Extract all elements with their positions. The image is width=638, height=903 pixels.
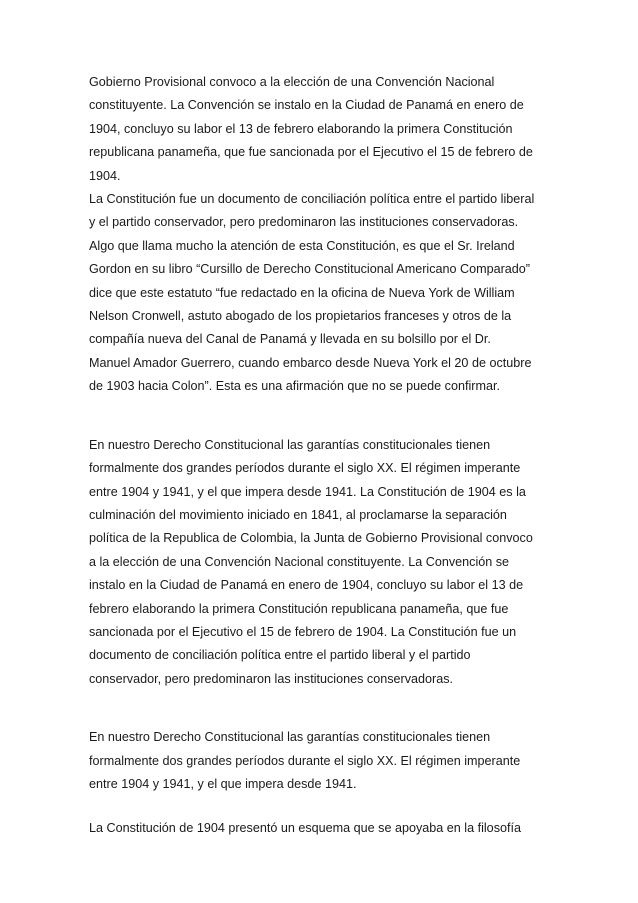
text-line: Nelson Cronwell, astuto abogado de los propietarios franceses y otros de la <box>89 309 512 324</box>
text-line: En nuestro Derecho Constitucional las garantías constitucionales tienen <box>89 437 491 452</box>
text-line: La Constitución de 1904 presentó un esquema que se apoyaba en la filosofía <box>89 821 521 836</box>
text-line: La Constitución fue un documento de conciliación política entre el partido liberal <box>89 192 535 207</box>
text-line: Gobierno Provisional convoco a la elección de una Convención Nacional <box>89 75 495 89</box>
text-line: Manuel Amador Guerrero, cuando embarco desde Nueva York el 20 de octubre <box>89 355 532 370</box>
text-line: republicana panameña, que fue sancionada por el Ejecutivo el 15 de febrero de <box>89 145 533 160</box>
text-line: a la elección de una Convención Nacional constituyente. La Convención se <box>89 554 510 569</box>
text-line: Algo que llama mucho la atención de esta Constitución, es que el Sr. Ireland <box>89 238 515 253</box>
text-line: entre 1904 y 1941, y el que impera desde 1941. La Constitución de 1904 es la <box>89 484 526 499</box>
text-line: 1904, concluyo su labor el 13 de febrero elaborando la primera Constitución <box>89 121 513 136</box>
text-line: febrero elaborando la primera Constitución republicana panameña, que fue <box>89 601 509 616</box>
text-line: documento de conciliación política entre el partido liberal y el partido <box>89 648 471 663</box>
text-line: 1904. <box>89 168 121 183</box>
text-line: constituyente. La Convención se instalo en la Ciudad de Panamá en enero de <box>89 98 524 113</box>
text-line: política de la Republica de Colombia, la Junta de Gobierno Provisional convoco <box>89 531 533 546</box>
paragraph-2 <box>89 434 551 691</box>
text-line: culminación del movimiento iniciado en 1841, al proclamarse la separación <box>89 507 507 522</box>
paragraph-spacer <box>89 691 551 726</box>
paragraph-spacer <box>89 796 551 817</box>
paragraph-spacer <box>89 399 551 434</box>
paragraph-3 <box>89 726 551 796</box>
text-line: Gordon en su libro “Cursillo de Derecho Constitucional Americano Comparado” <box>89 262 530 277</box>
text-line: formalmente dos grandes períodos durante el siglo XX. El régimen imperante <box>89 753 521 768</box>
text-line: y el partido conservador, pero predominaron las instituciones conservadoras. <box>89 215 519 230</box>
text-line: compañía nueva del Canal de Panamá y llevada en su bolsillo por el Dr. <box>89 332 491 347</box>
document-page <box>89 71 551 841</box>
text-line: En nuestro Derecho Constitucional las garantías constitucionales tienen <box>89 730 491 745</box>
text-line: formalmente dos grandes períodos durante el siglo XX. El régimen imperante <box>89 461 521 476</box>
paragraph-1 <box>89 71 551 399</box>
text-line: entre 1904 y 1941, y el que impera desde 1941. <box>89 776 357 791</box>
paragraph-4 <box>89 817 551 840</box>
text-line: de 1903 hacia Colon”. Esta es una afirmación que no se puede confirmar. <box>89 379 500 394</box>
text-line: conservador, pero predominaron las instituciones conservadoras. <box>89 671 454 686</box>
text-line: sancionada por el Ejecutivo el 15 de febrero de 1904. La Constitución fue un <box>89 624 517 639</box>
text-line: instalo en la Ciudad de Panamá en enero de 1904, concluyo su labor el 13 de <box>89 578 524 593</box>
text-line: dice que este estatuto “fue redactado en la oficina de Nueva York de William <box>89 285 515 300</box>
